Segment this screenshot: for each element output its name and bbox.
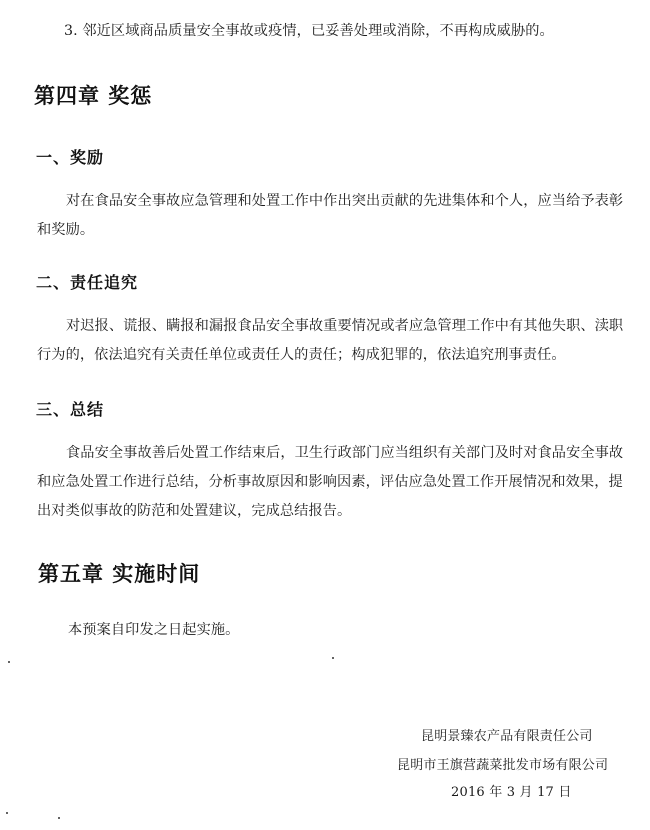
paragraph-line: 对在食品安全事故应急管理和处置工作中作出突出贡献的先进集体和个人，应当给予表彰 [66,193,624,209]
signature-org-1: 昆明景臻农产品有限责任公司 [421,729,593,744]
list-item-3: 3. 邻近区域商品质量安全事故或疫情，已妥善处理或消除，不再构成威胁的。 [64,23,554,39]
paragraph-line: 和应急处置工作进行总结，分析事故原因和影响因素，评估应急处置工作开展情况和效果，提 [37,474,623,490]
section-reward-heading: 一、奖励 [36,148,105,167]
signature-org-2: 昆明市王旗营蔬菜批发市场有限公司 [397,758,609,773]
scan-speck [332,657,334,659]
paragraph-line: 出对类似事故的防范和处置建议，完成总结报告。 [37,503,352,519]
section-accountability-heading: 二、责任追究 [36,273,139,292]
chapter-4-title: 第四章 奖惩 [34,84,153,108]
paragraph-line: 行为的，依法追究有关责任单位或责任人的责任；构成犯罪的，依法追究刑事责任。 [37,347,566,363]
paragraph-line: 对迟报、谎报、瞒报和漏报食品安全事故重要情况或者应急管理工作中有其他失职、渎职 [66,318,624,334]
scan-speck [6,812,8,814]
paragraph-line: 和奖励。 [37,222,95,238]
scan-speck [58,817,60,819]
paragraph-line: 本预案自印发之日起实施。 [68,622,240,638]
paragraph-line: 食品安全事故善后处置工作结束后，卫生行政部门应当组织有关部门及时对食品安全事故 [66,445,624,461]
chapter-5-title: 第五章 实施时间 [38,562,201,586]
signature-date: 2016 年 3 月 17 日 [451,785,572,800]
scan-speck [8,661,10,663]
section-summary-heading: 三、总结 [36,400,105,419]
